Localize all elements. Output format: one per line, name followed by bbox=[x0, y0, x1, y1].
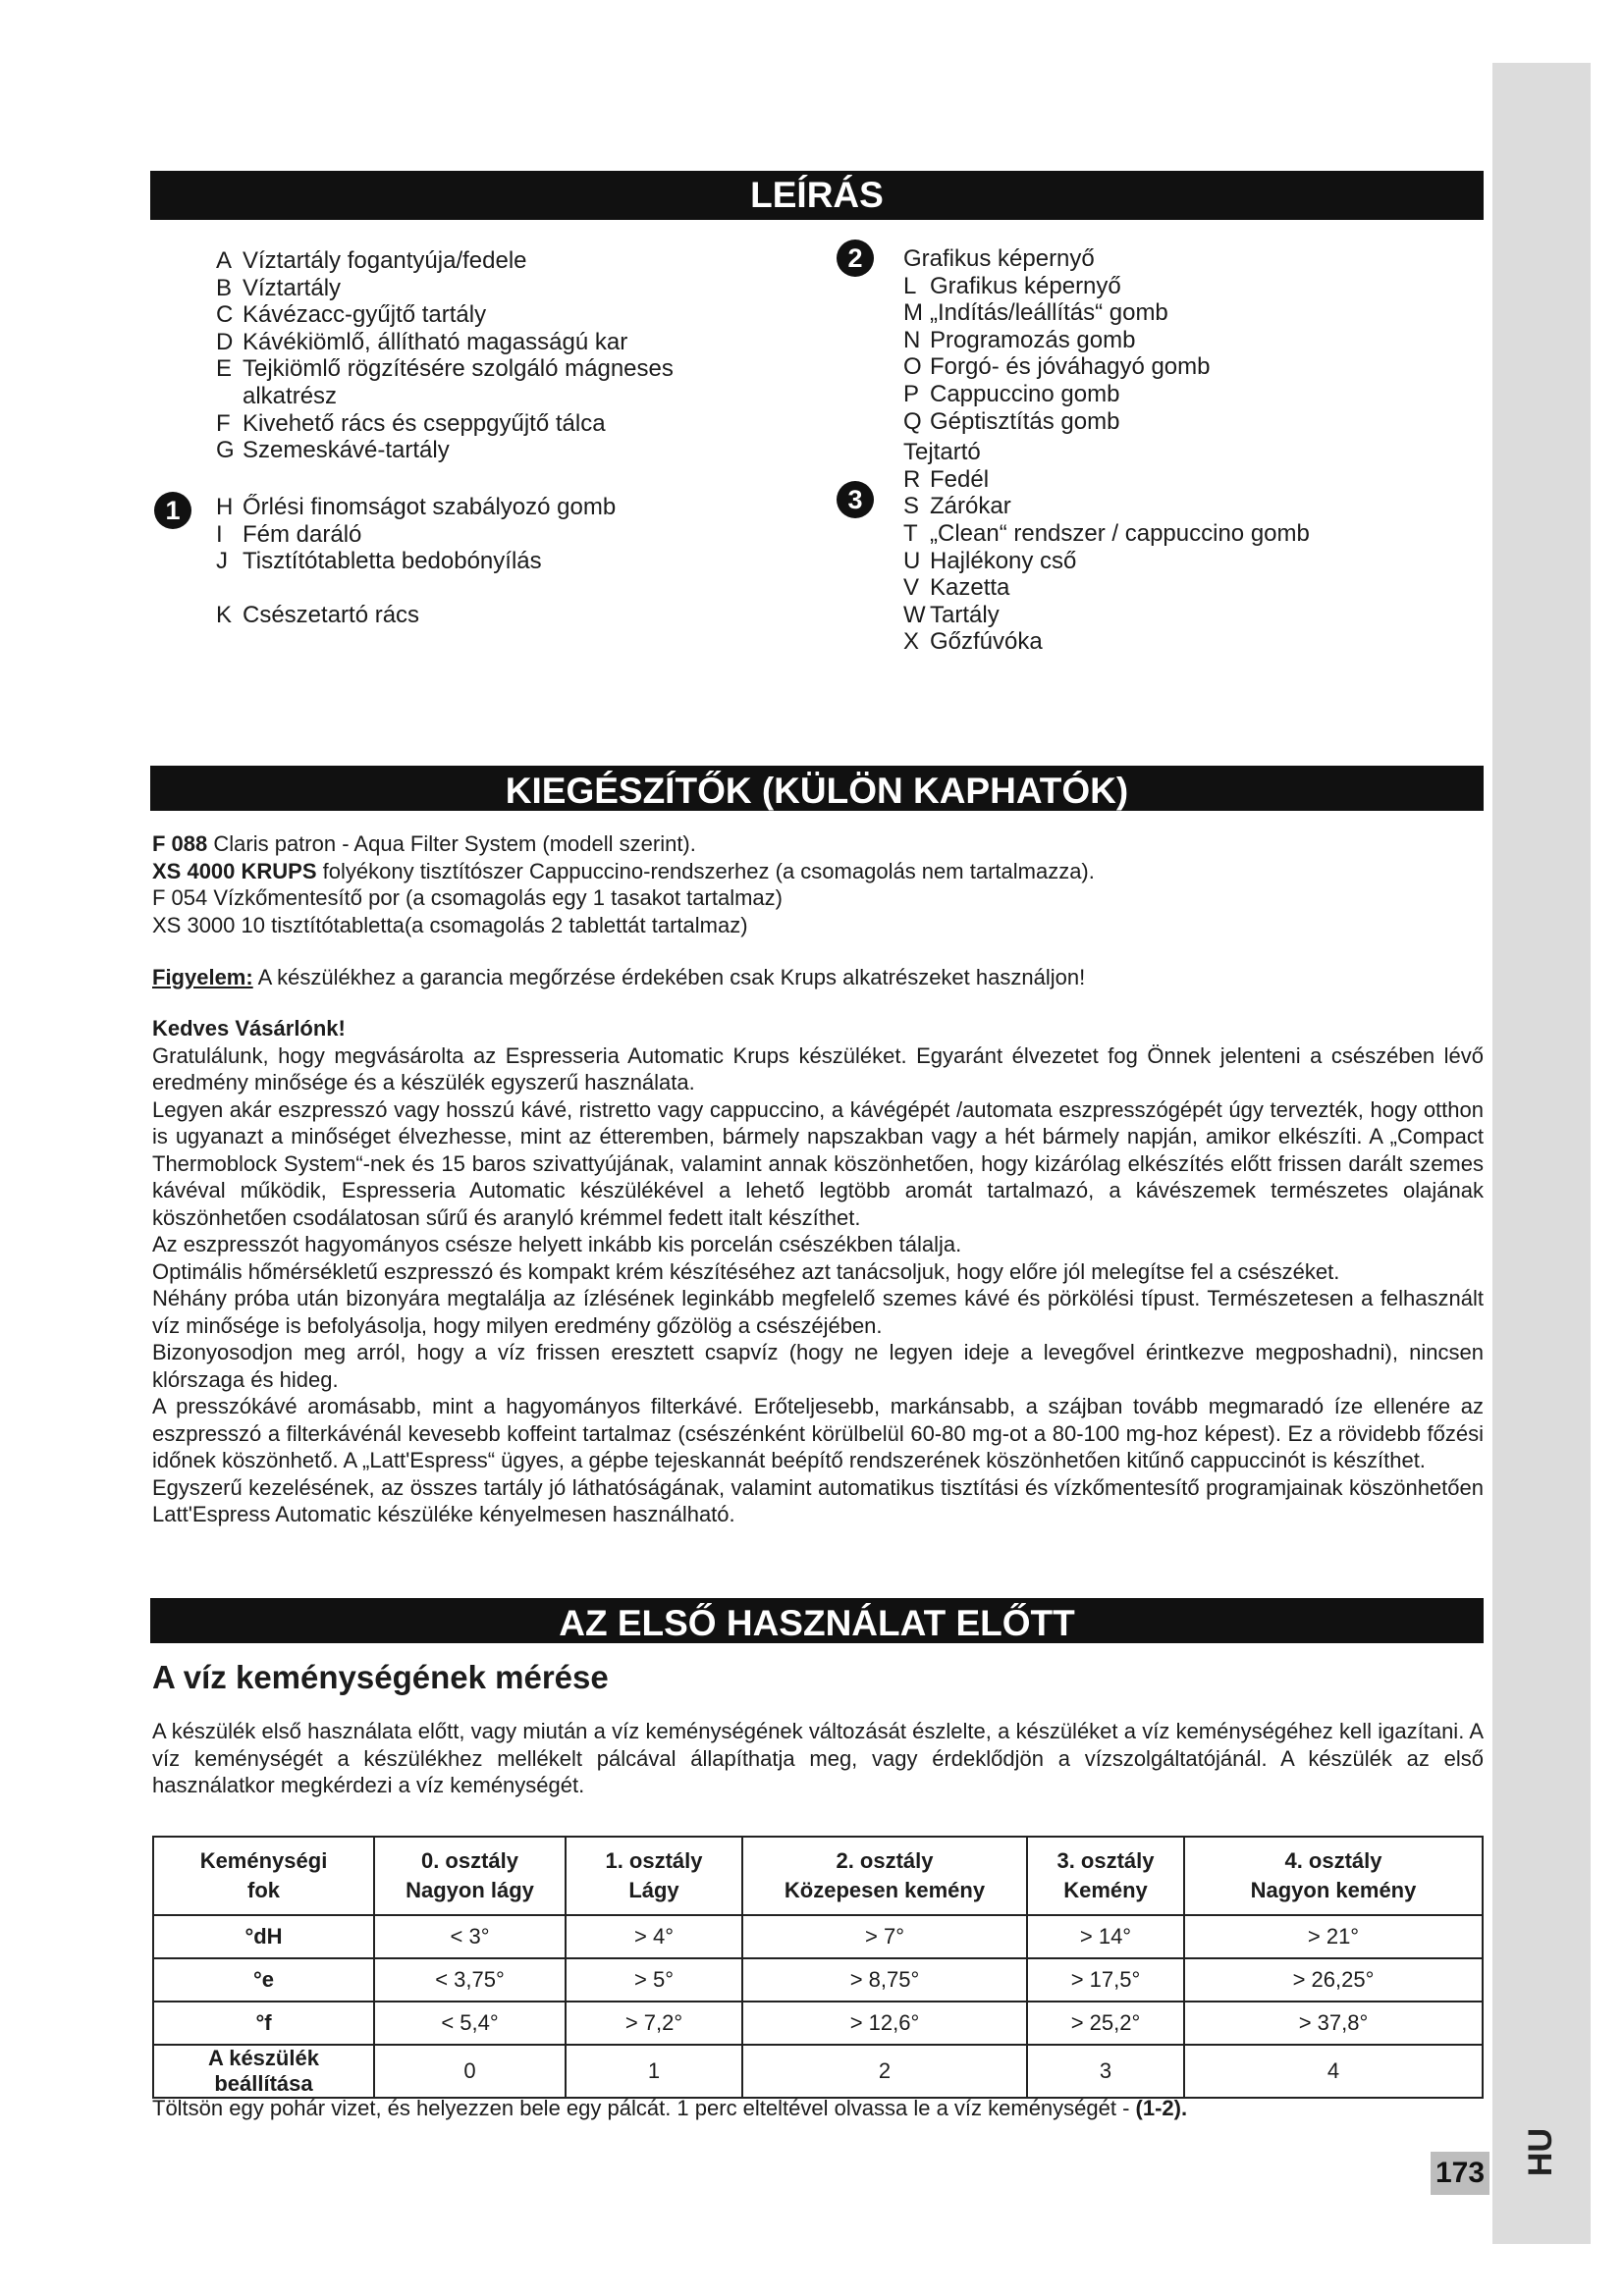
section-header-accessories: KIEGÉSZÍTŐK (KÜLÖN KAPHATÓK) bbox=[150, 766, 1484, 811]
section-header-leiras: LEÍRÁS bbox=[150, 171, 1484, 220]
table-row: A készülék beállítása 0 1 2 3 4 bbox=[153, 2045, 1483, 2098]
first-use-intro: A készülék első használata előtt, vagy miután a víz keménységének változását észlelte, a készüléket a víz keménységéhez kell igazítani. A víz keménységét a készülékhez mellékelt pálcával állapíthatja meg, vagy érdeklődjön a vízszolgáltatójánál. A készülék az első használatkor megkérdezi a víz keménységét. bbox=[152, 1719, 1484, 1797]
list-item: X Gőzfúvóka bbox=[903, 628, 1043, 656]
list-item: D Kávékiömlő, állítható magasságú kar bbox=[216, 328, 628, 355]
accessory-line: XS 3000 10 tisztítótabletta(a csomagolás 2 tablettát tartalmaz) bbox=[152, 912, 748, 937]
section-header-first-use: AZ ELSŐ HASZNÁLAT ELŐTT bbox=[150, 1598, 1484, 1643]
list-item: R Fedél bbox=[903, 465, 990, 493]
paragraph: Gratulálunk, hogy megvásárolta az Espresseria Automatic Krups készüléket. Egyaránt élvezetet fog Önnek jelenteni a csészében lévő eredmény minősége és a készülék egyszerű használata. bbox=[152, 1042, 1484, 1095]
list-item: J Tisztítótabletta bedobónyílás bbox=[216, 548, 542, 575]
paragraph: Bizonyosodjon meg arról, hogy a víz frissen eresztett csapvíz (hogy ne legyen ideje a levegővel érintkezve megposhadni), nincsen klórszaga és hideg. bbox=[152, 1340, 1484, 1392]
list-item: W Tartály bbox=[903, 601, 1000, 628]
parts-list-left-top bbox=[216, 247, 766, 464]
list-item: L Grafikus képernyő bbox=[903, 272, 1121, 299]
group-3-badge: 3 bbox=[837, 481, 874, 518]
list-item: M „Indítás/leállítás“ gomb bbox=[903, 299, 1168, 327]
paragraph: Optimális hőmérsékletű eszpresszó és kompakt krém készítéséhez azt tanácsoljuk, hogy előre jól melegítse fel a csészéket. bbox=[152, 1258, 1340, 1284]
paragraph: Néhány próba után bizonyára megtalálja az ízlésének leginkább megfelelő szemes kávé és pörkölési típust. Természetesen a felhasznált víz minősége is befolyásolja, hogy milyen eredmény gőzölög a csészéjében. bbox=[152, 1286, 1484, 1338]
paragraph: Legyen akár eszpresszó vagy hosszú kávé, ristretto vagy cappuccino, a kávégépét /automata eszpresszógépét úgy tervezték, hogy otthon is ugyanazt a minőséget élvezhesse, mint az étteremben, bármely napszakban vagy a hét bármely napján, amikor elkészíti. A „Compact Thermoblock System“-nek és 15 baros szivattyújának, valamint annak köszönhetően, hogy kizárólag elkészítés előtt frissen darált szemes kávéval működik, Espresseria Automatic készülékével a lehető legtöbb aromát tartalmazó, a kávészemek természetes olajának köszönhetően csodálatosan sűrű és aranyló krémmel fedett italt készíthet. bbox=[152, 1096, 1484, 1230]
list-item: O Forgó- és jóváhagyó gomb bbox=[903, 353, 1211, 381]
page-number: 173 bbox=[1431, 2152, 1489, 2195]
table-row: °e < 3,75° > 5° > 8,75° > 17,5° > 26,25° bbox=[153, 1958, 1483, 2002]
language-sidebar bbox=[1492, 63, 1591, 2244]
table-row: °dH < 3° > 4° > 7° > 14° > 21° bbox=[153, 1915, 1483, 1958]
parts-list-right bbox=[903, 245, 1453, 656]
list-item: F Kivehető rács és cseppgyűjtő tálca bbox=[216, 409, 606, 437]
parts-list-left-bottom bbox=[216, 494, 766, 628]
group-2-badge: 2 bbox=[837, 240, 874, 277]
list-item: Q Géptisztítás gomb bbox=[903, 407, 1120, 435]
paragraph: Az eszpresszót hagyományos csésze helyett inkább kis porcelán csészékben tálalja. bbox=[152, 1232, 962, 1256]
list-item: S Zárókar bbox=[903, 493, 1011, 520]
table-header: 2. osztály Közepesen kemény bbox=[742, 1837, 1027, 1915]
attention-label: Figyelem: bbox=[152, 965, 253, 989]
group-1-badge: 1 bbox=[154, 492, 191, 529]
footer-instruction: Töltsön egy pohár vizet, és helyezzen bele egy pálcát. 1 perc elteltével olvassa le a víz keménységét - (1-2). bbox=[152, 2096, 1188, 2120]
list-item: K Csészetartó rács bbox=[216, 601, 420, 628]
list-item: B Víztartály bbox=[216, 274, 342, 301]
group-2-title: Grafikus képernyő bbox=[903, 245, 1095, 272]
table-header: Keménységi fok bbox=[153, 1837, 374, 1915]
list-item: E Tejkiömlő rögzítésére szolgáló mágneses bbox=[216, 355, 674, 383]
list-item: V Kazetta bbox=[903, 574, 1010, 602]
list-item: P Cappuccino gomb bbox=[903, 380, 1120, 407]
table-row: °f < 5,4° > 7,2° > 12,6° > 25,2° > 37,8° bbox=[153, 2002, 1483, 2045]
accessory-line: F 054 Vízkőmentesítő por (a csomagolás egy 1 tasakot tartalmaz) bbox=[152, 885, 783, 910]
list-item: C Kávézacc-gyűjtő tartály bbox=[216, 301, 487, 329]
list-item: I Fém daráló bbox=[216, 520, 362, 548]
list-item: N Programozás gomb bbox=[903, 326, 1136, 353]
greeting: Kedves Vásárlónk! bbox=[152, 1016, 346, 1041]
attention-note: Figyelem: A készülékhez a garancia megőrzése érdekében csak Krups alkatrészeket használjon! bbox=[152, 965, 1086, 989]
list-item: A Víztartály fogantyúja/fedele bbox=[216, 247, 527, 274]
accessory-line: XS 4000 KRUPS folyékony tisztítószer Cappuccino-rendszerhez (a csomagolás nem tartalmazza). bbox=[152, 858, 1095, 883]
list-item: U Hajlékony cső bbox=[903, 547, 1077, 574]
intro-text bbox=[152, 1015, 1484, 1528]
hardness-table bbox=[152, 1836, 1484, 2099]
table-header-row bbox=[153, 1837, 1483, 1915]
group-3-title: Tejtartó bbox=[903, 439, 981, 466]
accessories-list bbox=[152, 830, 1484, 938]
paragraph: A presszókávé aromásabb, mint a hagyományos filterkávé. Erőteljesebb, markánsabb, a szájban tovább megmaradó íze ellenére az eszpresszó a filterkávénál kevesebb koffeint tartalmaz (csészénként körülbelül 60-80 mg-ot a 80-100 mg-hoz képest). Ez a rövidebb főzési időnek köszönhető. A „Latt'Espress“ ügyes, a gépbe tejeskannát beépítő rendszerének köszönhetően kitűnő cappuccinót is készíthet. bbox=[152, 1394, 1484, 1472]
list-item: T „Clean“ rendszer / cappuccino gomb bbox=[903, 519, 1310, 547]
table-header: 0. osztály Nagyon lágy bbox=[374, 1837, 566, 1915]
list-item: H Őrlési finomságot szabályozó gomb bbox=[216, 494, 617, 520]
accessory-line: F 088 Claris patron - Aqua Filter System (modell szerint). bbox=[152, 831, 696, 856]
table-header: 4. osztály Nagyon kemény bbox=[1184, 1837, 1483, 1915]
list-item: G Szemeskávé-tartály bbox=[216, 437, 450, 464]
paragraph: Egyszerű kezelésének, az összes tartály jó láthatóságának, valamint automatikus tisztítási és vízkőmentesítő programjainak köszönhetően Latt'Espress Automatic készüléke kényelmesen használható. bbox=[152, 1474, 1484, 1526]
table-header: 1. osztály Lágy bbox=[566, 1837, 742, 1915]
table-header: 3. osztály Kemény bbox=[1027, 1837, 1184, 1915]
subheading-water-hardness: A víz keménységének mérése bbox=[152, 1659, 609, 1695]
language-tab: HU bbox=[1522, 2128, 1559, 2177]
list-item: alkatrész bbox=[243, 382, 338, 409]
